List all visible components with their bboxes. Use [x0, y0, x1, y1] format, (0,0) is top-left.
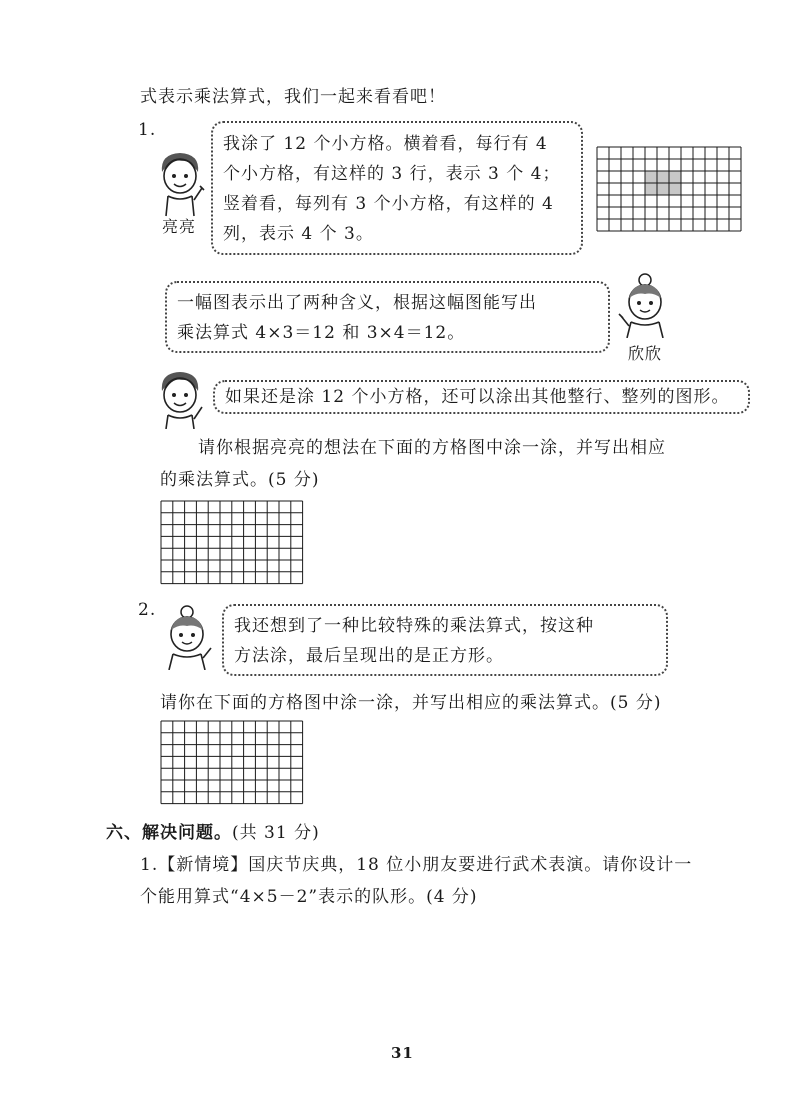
bubble-line: 方法涂，最后呈现出的是正方形。 — [234, 646, 504, 666]
bubble-line: 我涂了 12 个小方格。横着看，每行有 4 — [223, 134, 548, 154]
xinxin-avatar — [615, 272, 675, 338]
liangliang-name: 亮亮 — [162, 217, 197, 236]
liangliang-avatar-2 — [152, 367, 208, 429]
q2-number: 2. — [138, 600, 157, 620]
xinxin-speech-bubble — [165, 281, 610, 353]
section6-heading: 六、解决问题。 — [106, 823, 232, 843]
bubble-line: 列，表示 4 个 3。 — [223, 224, 374, 244]
intro-line: 式表示乘法算式，我们一起来看看吧！ — [140, 87, 446, 107]
bubble-line: 个小方格，有这样的 3 行，表示 3 个 4； — [223, 164, 561, 184]
q1-instruction-line-2: 的乘法算式。(5 分) — [160, 470, 320, 490]
q1-number: 1. — [138, 120, 157, 140]
section6-q1-line-1: 1.【新情境】国庆节庆典，18 位小朋友要进行武术表演。请你设计一 — [140, 855, 693, 875]
q2-blank-grid[interactable] — [160, 720, 304, 806]
example-grid — [596, 146, 746, 236]
section6-q1-line-2: 个能用算式“4×5－2”表示的队形。(4 分) — [140, 887, 478, 907]
section6-points: (共 31 分) — [232, 823, 320, 843]
q2-speech-bubble — [222, 604, 668, 676]
q2-instruction: 请你在下面的方格图中涂一涂，并写出相应的乘法算式。(5 分) — [160, 693, 662, 713]
xinxin-name: 欣欣 — [628, 344, 663, 363]
liangliang-avatar — [152, 148, 208, 218]
section6-title — [106, 820, 320, 846]
extra-speech-bubble — [213, 380, 750, 414]
page-number: 31 — [391, 1044, 414, 1062]
q1-instruction-line-1: 请你根据亮亮的想法在下面的方格图中涂一涂，并写出相应 — [198, 438, 666, 458]
bubble-line: 如果还是涂 12 个小方格，还可以涂出其他整行、整列的图形。 — [225, 387, 730, 407]
bubble-line: 一幅图表示出了两种含义，根据这幅图能写出 — [177, 293, 537, 313]
bubble-line: 竖着看，每列有 3 个小方格，有这样的 4 — [223, 194, 554, 214]
liangliang-speech-bubble — [211, 121, 583, 255]
xinxin-avatar-2 — [155, 604, 217, 670]
q1-blank-grid[interactable] — [160, 500, 304, 586]
bubble-line: 乘法算式 4×3＝12 和 3×4＝12。 — [177, 323, 466, 343]
bubble-line: 我还想到了一种比较特殊的乘法算式，按这种 — [234, 616, 594, 636]
